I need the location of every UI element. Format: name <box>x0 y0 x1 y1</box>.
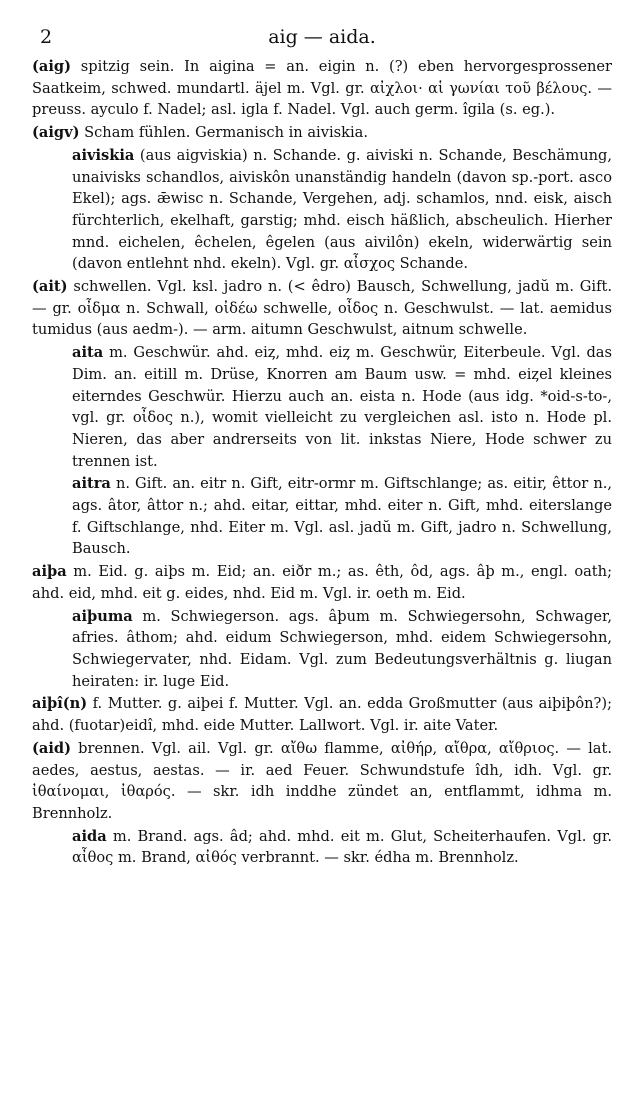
entry-headword: aitra <box>72 475 111 493</box>
entry-definition: schwellen. Vgl. ksl. jadro n. (< êdro) Bausch, Schwellung, jadŭ m. Gift. — gr. οἶδμα n. Schwall, οἰδέω schwelle, οἶδος n. Geschwulst. — lat. aemidus tumidus (aus aedm-). — arm. aitumn Geschwulst, aitnum schwelle. <box>32 278 612 339</box>
dictionary-entry <box>32 145 612 275</box>
entry-headword: aiþî(n) <box>32 695 88 713</box>
entry-headword: (aigv) <box>32 124 80 142</box>
dictionary-entry <box>32 56 612 121</box>
dictionary-entry <box>32 276 612 341</box>
entry-definition: (aus aigviskia) n. Schande. g. aiviski n. Schande, Beschämung, unaivisks schandlos, aiviskôn unanständig handeln (davon sp.-port. asco Ekel); ags. ǣwisc n. Schande, Vergehen, adj. schamlos, nnd. eisk, aisch fürchterlich, ekelhaft, garstig; mhd. eisch häßlich, abscheulich. Hierher mnd. eichelen, êchelen, êgelen (aus aivilôn) ekeln, widerwärtig sein (davon entlehnt nhd. ekeln). Vgl. gr. αἶσχος Schande. <box>72 146 612 273</box>
entry-definition: brennen. Vgl. ail. Vgl. gr. αἴθω flamme, αἰθήρ, αἴθρα, αἴθριος. — lat. aedes, aestus, aestas. — ir. aed Feuer. Schwundstufe îdh, idh. Vgl. gr. ἰθαίνομαι, ἰθαρός. — skr. idh inddhe zündet an, entflammt, idhma m. Brennholz. <box>32 739 612 822</box>
entry-headword: (ait) <box>32 278 68 296</box>
entry-headword: (aid) <box>32 739 72 757</box>
page-number: 2 <box>40 26 53 48</box>
entry-definition: Scham fühlen. Germanisch in aiviskia. <box>79 124 368 142</box>
dictionary-entry <box>32 693 612 736</box>
dictionary-entry <box>32 122 612 144</box>
dictionary-entry <box>32 606 612 693</box>
entry-headword: aiþuma <box>72 607 133 625</box>
dictionary-entry <box>32 561 612 604</box>
entry-definition: n. Gift. an. eitr n. Gift, eitr-ormr m. Giftschlange; as. eitir, êttor n., ags. âtor, âttor n.; ahd. eitar, eittar, mhd. eiter n. Gift, mhd. eiterslange f. Giftschlange, nhd. Eiter m. Vgl. asl. jadŭ m. Gift, jadro n. Schwellung, Bausch. <box>72 475 612 558</box>
entry-definition: m. Eid. g. aiþs m. Eid; an. eiðr m.; as. êth, ôd, ags. âþ m., engl. oath; ahd. eid, mhd. eit g. eides, nhd. Eid m. Vgl. ir. oeth m. Eid. <box>32 563 612 602</box>
entry-list <box>32 56 612 869</box>
entry-headword: aita <box>72 344 104 362</box>
entry-headword: aiþa <box>32 563 67 581</box>
entry-headword: (aig) <box>32 58 72 75</box>
page-header <box>32 20 612 56</box>
dictionary-entry <box>32 473 612 560</box>
dictionary-page <box>32 20 612 870</box>
entry-definition: m. Brand. ags. âd; ahd. mhd. eit m. Glut, Scheiterhaufen. Vgl. gr. αἶθος m. Brand, αἰθός verbrannt. — skr. édha m. Brennholz. <box>72 827 612 867</box>
dictionary-entry <box>32 826 612 869</box>
entry-definition: m. Geschwür. ahd. eiȥ, mhd. eiȥ m. Geschwür, Eiterbeule. Vgl. das Dim. an. eitill m. Drüse, Knorren am Baum usw. = mhd. eiȥel kleines eiterndes Geschwür. Hierzu auch an. eista n. Hode (aus idg. *oid-s-to-, vgl. gr. οἶδος n.), womit vielleicht zu vergleichen asl. isto n. Hode pl. Nieren, das aber andrerseits von lit. inkstas Niere, Hode schwer zu trennen ist. <box>72 344 612 470</box>
entry-headword: aida <box>72 827 107 845</box>
entry-definition: spitzig sein. In aigina = an. eigin n. (?) eben hervorgesprossener Saatkeim, schwed. mundartl. äjel m. Vgl. gr. αἰχλοι· αἱ γωνίαι τοῦ βέλους. — preuss. ayculo f. Nadel; asl. igla f. Nadel. Vgl. auch germ. îgila (s. eg.). <box>32 58 612 119</box>
entry-headword: aiviskia <box>72 146 135 164</box>
entry-definition: m. Schwiegerson. ags. âþum m. Schwiegersohn, Schwager, afries. âthom; ahd. eidum Schwiegerson, mhd. eidem Schwiegersohn, Schwiegervater, nhd. Eidam. Vgl. zum Bedeutungsverhältnis g. liugan heiraten: ir. luge Eid. <box>72 607 612 690</box>
dictionary-entry <box>32 342 612 472</box>
dictionary-entry <box>32 738 612 825</box>
page-title: aig — aida. <box>268 26 376 48</box>
entry-definition: f. Mutter. g. aiþei f. Mutter. Vgl. an. edda Großmutter (aus aiþiþôn?); ahd. (fuotar)eidî, mhd. eide Mutter. Lallwort. Vgl. ir. aite Vater. <box>32 695 612 735</box>
